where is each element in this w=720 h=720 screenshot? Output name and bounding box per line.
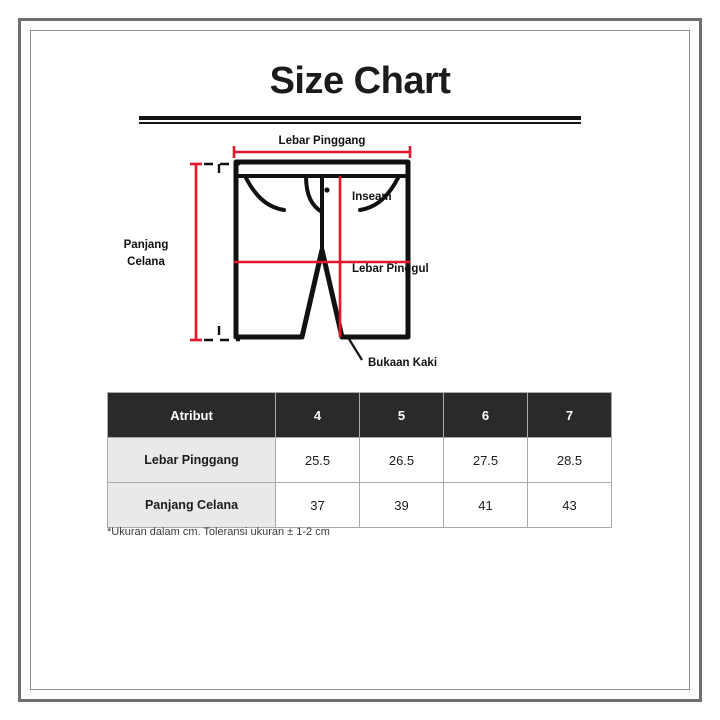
cell-length-6: 41 [444, 483, 528, 528]
label-pants-length-line2: Celana [127, 256, 165, 268]
content-area [44, 44, 676, 676]
cell-waist-5: 26.5 [360, 438, 444, 483]
cell-waist-6: 27.5 [444, 438, 528, 483]
size-table [107, 392, 612, 528]
column-header-size-4: 4 [276, 393, 360, 438]
table-row [108, 483, 612, 528]
label-pants-length-line1: Panjang [123, 239, 169, 251]
column-header-attribute: Atribut [108, 393, 276, 438]
cell-length-4: 37 [276, 483, 360, 528]
cell-waist-7: 28.5 [528, 438, 612, 483]
cell-length-7: 43 [528, 483, 612, 528]
cell-length-5: 39 [360, 483, 444, 528]
label-waist-width: Lebar Pinggang [278, 135, 366, 147]
row-header-waist-width: Lebar Pinggang [108, 438, 276, 483]
page-title: Size Chart [269, 60, 451, 102]
row-header-pants-length: Panjang Celana [108, 483, 276, 528]
column-header-size-5: 5 [360, 393, 444, 438]
column-header-size-7: 7 [528, 393, 612, 438]
label-inseam: Inseam [352, 191, 392, 203]
size-table-container [107, 392, 612, 528]
shorts-outline-icon [236, 162, 408, 337]
title-underline [139, 116, 581, 124]
shorts-measurement-diagram [44, 132, 676, 384]
label-hip-width: Lebar Pinggul [352, 263, 429, 275]
column-header-size-6: 6 [444, 393, 528, 438]
table-header-row [108, 393, 612, 438]
leg-opening-leader [349, 339, 362, 360]
cell-waist-4: 25.5 [276, 438, 360, 483]
fly-stitch-dot-icon [324, 187, 329, 192]
size-table-head [108, 393, 612, 438]
label-leg-opening: Bukaan Kaki [368, 357, 438, 369]
size-table-body [108, 438, 612, 528]
table-row [108, 438, 612, 483]
measurement-note: *Ukuran dalam cm. Toleransi ukuran ± 1-2 cm [107, 526, 330, 538]
